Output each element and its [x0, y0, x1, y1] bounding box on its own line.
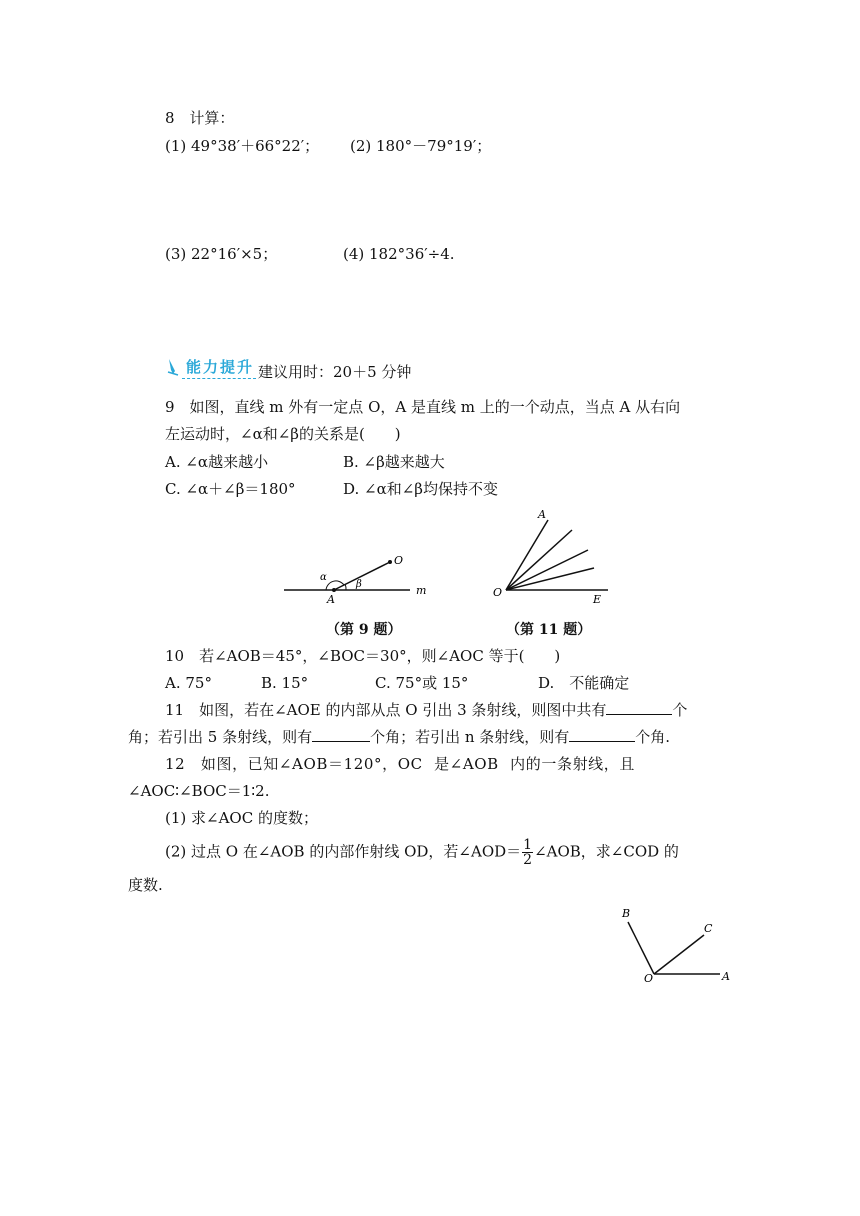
- q11-line-2: [128, 727, 670, 747]
- q8-part-4: (4) 182°36′÷4.: [343, 245, 455, 263]
- q12-line-2: ∠AOC∶∠BOC＝1∶2.: [128, 782, 270, 800]
- label-alpha: α: [320, 572, 327, 583]
- fraction-denominator: 2: [523, 852, 533, 868]
- q8-title: [165, 108, 234, 128]
- label-a: A: [327, 593, 335, 606]
- arc-beta: [345, 584, 346, 590]
- section-header: [166, 355, 411, 379]
- suggested-time: 建议用时：20＋5 分钟: [258, 362, 412, 381]
- q12-line-1: 12 如图，已知∠AOB＝120°，OC 是∠AOB 内的一条射线，且: [165, 755, 635, 773]
- ray-oc: [654, 935, 704, 974]
- q9-line-2: 左运动时，∠α和∠β的关系是( ): [165, 425, 401, 443]
- label-o: O: [644, 972, 654, 985]
- q12-sub-2-text-b: ∠AOB，求∠COD 的: [534, 842, 679, 861]
- q11-text-5: 个角.: [635, 728, 671, 746]
- q8-part-2: (2) 180°－79°19′；: [350, 137, 492, 155]
- q11-text-1: 11 如图，若在∠AOE 的内部从点 O 引出 3 条射线，则图中共有: [165, 701, 607, 719]
- q11-text-4: 个角；若引出 n 条射线，则有: [370, 728, 570, 746]
- q10-option-b: B. 15°: [261, 674, 309, 692]
- ray-ob: [628, 922, 654, 974]
- ray-ao: [334, 562, 390, 590]
- q9-option-b: B. ∠β越来越大: [343, 453, 445, 471]
- q12-sub-2: [165, 838, 679, 867]
- figure-9-caption: （第 9 题）: [326, 622, 402, 638]
- q10-option-c: C. 75°或 15°: [375, 674, 469, 692]
- q8-part-3: (3) 22°16′×5；: [165, 245, 278, 263]
- q11-line-1: [165, 700, 687, 720]
- point-a: [332, 588, 336, 592]
- q9-option-a: A. ∠α越来越小: [165, 453, 269, 471]
- figure-11-caption: （第 11 题）: [506, 622, 592, 638]
- q9-option-d: D. ∠α和∠β均保持不变: [343, 480, 498, 498]
- figure-12: [616, 905, 736, 985]
- q9-option-c: C. ∠α＋∠β＝180°: [165, 480, 296, 498]
- fraction-numerator: 1: [523, 837, 533, 853]
- label-beta: β: [356, 579, 362, 590]
- label-o: O: [493, 586, 503, 599]
- q10-option-a: A. 75°: [165, 674, 212, 692]
- fraction-one-half: [522, 838, 533, 867]
- label-m: m: [416, 584, 427, 597]
- q12-sub-2-text-a: (2) 过点 O 在∠AOB 的内部作射线 OD，若∠AOD＝: [165, 842, 522, 861]
- q10-stem: 10 若∠AOB＝45°，∠BOC＝30°，则∠AOC 等于( ): [165, 647, 561, 665]
- q8-stem: 计算：: [189, 109, 235, 127]
- q9-line-1: 9 如图，直线 m 外有一定点 O，A 是直线 m 上的一个动点，当点 A 从右向: [165, 398, 681, 416]
- q11-text-2: 个: [672, 701, 688, 719]
- label-a: A: [722, 970, 730, 983]
- section-badge-label: 能力提升: [182, 356, 256, 379]
- label-a: A: [538, 508, 546, 521]
- label-c: C: [704, 922, 713, 935]
- label-b: B: [622, 907, 631, 920]
- pencil-icon: [166, 358, 180, 376]
- figure-9: [282, 550, 442, 610]
- q8-number: 8: [165, 109, 175, 127]
- label-e: E: [593, 593, 602, 606]
- q12-sub-1: (1) 求∠AOC 的度数；: [165, 809, 318, 827]
- point-o: [388, 560, 392, 564]
- label-o: O: [394, 554, 404, 567]
- answer-blank-2[interactable]: [312, 727, 370, 742]
- q11-text-3: 角；若引出 5 条射线，则有: [128, 728, 313, 746]
- figure-11: [490, 506, 620, 606]
- answer-blank-1[interactable]: [606, 700, 672, 715]
- q8-part-1: (1) 49°38′＋66°22′；: [165, 137, 320, 155]
- q10-option-d: D. 不能确定: [538, 674, 630, 692]
- q12-line-end: 度数.: [128, 876, 163, 894]
- answer-blank-3[interactable]: [569, 727, 635, 742]
